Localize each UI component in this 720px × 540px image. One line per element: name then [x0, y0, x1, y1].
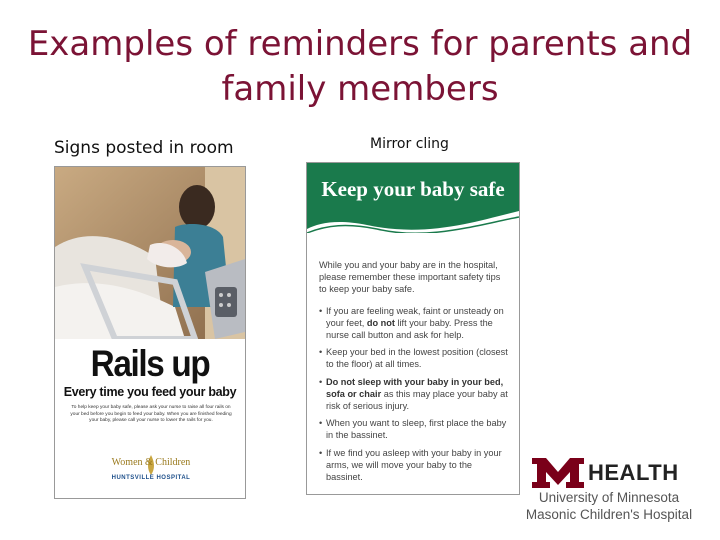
mother-feeding-baby-photo — [55, 167, 245, 339]
mirror-cling-label: Mirror cling — [370, 136, 449, 152]
logo-name: Women & Children — [111, 457, 191, 468]
poster-headline: Rails up — [90, 343, 210, 384]
list-item: • When you want to sleep, first place the baby in the bassinet. — [319, 418, 511, 442]
list-item: • Keep your bed in the lowest position (closest to the floor) at all times. — [319, 347, 511, 371]
poster-subheadline: Every time you feed your baby — [63, 385, 237, 399]
cling-title: Keep your baby safe — [321, 177, 505, 201]
poster-body-text: To help keep your baby safe, please ask your nurse to raise all four rails on your bed before you begin to feed your baby. When you are finished feeding your baby, please call your nurse to lower the rails for you. — [70, 405, 232, 423]
list-item: • Do not sleep with your baby in your bed, sofa or chair as this may place your baby at risk of serious injury. — [319, 377, 511, 412]
women-children-logo — [111, 453, 191, 491]
university-name: University of Minnesota — [538, 490, 680, 505]
list-item: • If you are feeling weak, faint or unsteady on your feet, do not lift your baby. Press the nurse call button and ask for help. — [319, 306, 511, 341]
block-m-icon — [532, 458, 584, 488]
cling-intro: While you and your baby are in the hospital, please remember these important safety tips to keep your baby safe. — [319, 260, 501, 294]
safety-tips-list — [319, 306, 511, 489]
um-health-logo — [518, 456, 700, 526]
signs-label: Signs posted in room — [54, 138, 234, 158]
logo-subtitle: HUNTSVILLE HOSPITAL — [111, 475, 191, 481]
list-item: • If we find you asleep with your baby in your arms, we will move your baby to the bassinet. — [319, 448, 511, 483]
mirror-cling — [306, 162, 520, 495]
hospital-name: Masonic Children's Hospital — [525, 507, 693, 522]
health-wordmark: HEALTH — [588, 460, 679, 485]
slide-title: Examples of reminders for parents and family members — [27, 24, 693, 109]
rails-up-poster — [54, 166, 246, 499]
